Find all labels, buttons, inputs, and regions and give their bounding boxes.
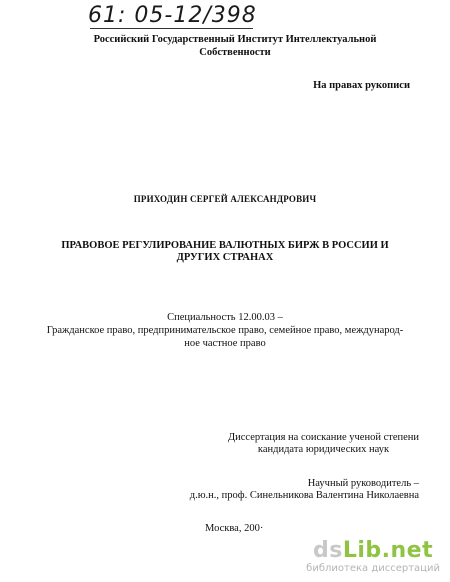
- watermark-logo: [306, 540, 440, 562]
- handwritten-code-text: 61: 05-12/398: [88, 3, 257, 28]
- dissertation-title: [55, 240, 395, 264]
- author-name: ПРИХОДИН СЕРГЕЙ АЛЕКСАНДРОВИЧ: [133, 194, 317, 204]
- institute-line-1: Российский Государственный Институт Интеллектуальной: [93, 34, 377, 45]
- supervisor-line-2: д.ю.н., проф. Синельникова Валентина Николаевна: [189, 490, 419, 501]
- degree-line-2: кандидата юридических наук: [257, 444, 390, 455]
- specialty-line-1: Специальность 12.00.03 –: [167, 312, 283, 323]
- degree-line-1: Диссертация на соискание ученой степени: [227, 432, 419, 443]
- handwritten-archive-code: [88, 4, 257, 28]
- title-line-1: ПРАВОВОЕ РЕГУЛИРОВАНИЕ ВАЛЮТНЫХ БИРЖ В РОССИИ И: [61, 240, 389, 251]
- institute-line-2: Собственности: [199, 47, 271, 58]
- watermark: [306, 540, 440, 574]
- watermark-logo-prefix: ds: [313, 538, 343, 563]
- institute-name: [70, 33, 400, 59]
- supervisor-block: [190, 478, 419, 502]
- rights-notice: На правах рукописи: [313, 80, 410, 91]
- supervisor-line-1: Научный руководитель –: [307, 478, 419, 489]
- specialty-line-2: Гражданское право, предпринимательское право, семейное право, международ-: [46, 325, 404, 336]
- specialty-block: [0, 311, 450, 350]
- title-line-2: ДРУГИХ СТРАНАХ: [176, 252, 274, 263]
- watermark-logo-suffix: Lib.net: [342, 538, 434, 563]
- city-year: Москва, 200·: [205, 523, 264, 534]
- watermark-subtitle: библиотека диссертаций: [306, 563, 440, 574]
- specialty-line-3: ное частное право: [184, 338, 266, 349]
- handwritten-underline: [90, 28, 253, 29]
- degree-statement: [228, 432, 419, 456]
